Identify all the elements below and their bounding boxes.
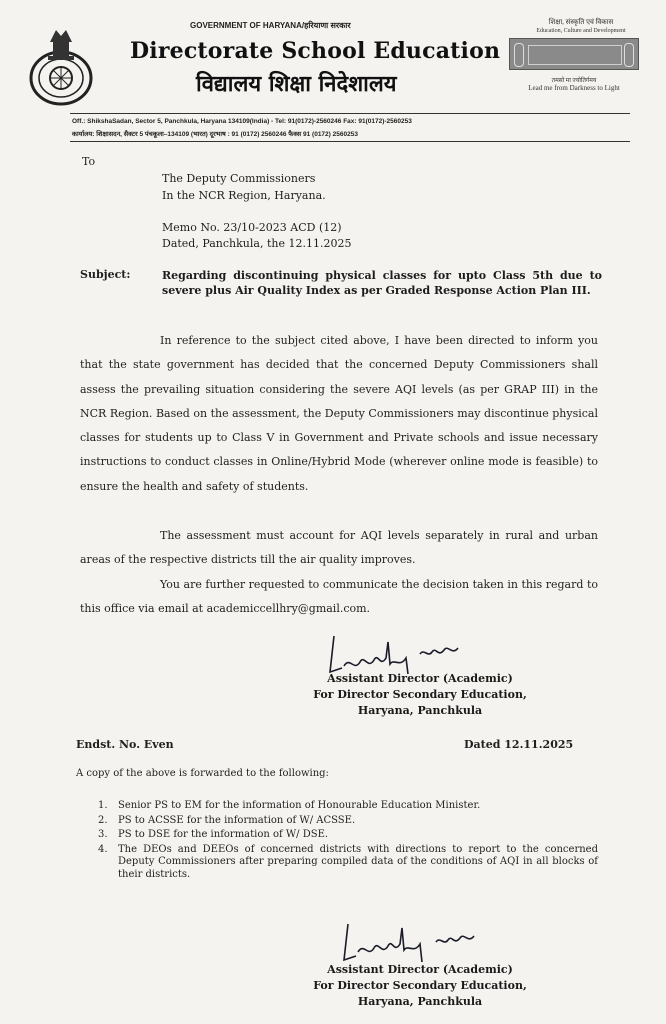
subject-label: Subject:: [80, 268, 131, 281]
list-item-text: The DEOs and DEEOs of concerned districts with directions to report to the concerned Deputy Commissioners after preparing compiled data of the conditions of AQI in all blocks of their districts.: [118, 843, 598, 880]
list-item: [98, 815, 598, 828]
addressee-line-1: The Deputy Commissioners: [162, 172, 316, 185]
list-item-number: 2.: [98, 814, 108, 826]
recipient-list: [98, 800, 598, 883]
signatory-block-1: [280, 671, 560, 719]
motto-english: Lead me from Darkness to Light: [528, 84, 620, 92]
signatory-location: Haryana, Panchkula: [357, 704, 483, 717]
body-paragraph-1: In reference to the subject cited above, I have been directed to inform you that the state government has decided that the concerned Deputy Commissioners shall assess the prevailing situation considering the severe AQI levels (as per GRAP III) in the NCR Region. Based on the assessment, the Deputy Commissioners may discontinue physical classes for students up to Class V in Government and Private schools and issue necessary instructions to conduct classes in Online/Hybrid Mode (wherever online mode is feasible) to ensure the health and safety of students.: [80, 334, 598, 493]
department-logo: [504, 18, 644, 110]
signatory-designation: Assistant Director (Academic): [327, 963, 513, 976]
directorate-title: Directorate School Education: [130, 38, 501, 64]
directorate-title-hindi: विद्यालय शिक्षा निदेशालय: [196, 72, 397, 97]
header-divider-bottom: [70, 141, 630, 142]
forward-text: A copy of the above is forwarded to the following:: [76, 768, 329, 779]
logo-english-text: Education, Culture and Development: [536, 28, 626, 34]
office-address-english: Off.: ShikshaSadan, Sector 5, Panchkula, Haryana 134109(India) - Tel: 91(0172)-2560246 Fax: 91(0172)-2560253: [72, 118, 412, 125]
list-item-number: 3.: [98, 829, 108, 840]
signatory-office: For Director Secondary Education,: [313, 688, 527, 701]
list-item-text: Senior PS to EM for the information of Honourable Education Minister.: [118, 800, 481, 811]
list-item-number: 1.: [98, 800, 108, 811]
logo-banner-icon: [509, 38, 639, 70]
list-item-number: 4.: [98, 843, 108, 855]
endorsement-date: Dated 12.11.2025: [464, 738, 574, 751]
list-item-text: PS to ACSSE for the information of W/ ACSSE.: [118, 814, 356, 826]
addressee-line-2: In the NCR Region, Haryana.: [162, 189, 326, 202]
office-address-hindi: कार्यालय: शिक्षासदन, सैक्टर 5 पंचकूला–134109 (भारत) दूरभाष : 91 (0172) 2560246 फैक्स 91 (0172) 2560253: [72, 131, 358, 138]
government-line: GOVERNMENT OF HARYANA/हरियाणा सरकार: [190, 21, 351, 30]
body-paragraph-3: You are further requested to communicate the decision taken in this regard to this office via email at academiccellhry@gmail.com.: [80, 578, 598, 616]
list-item-text: PS to DSE for the information of W/ DSE.: [118, 829, 329, 840]
signatory-office: For Director Secondary Education,: [313, 979, 527, 992]
endorsement-number: Endst. No. Even: [76, 738, 174, 751]
haryana-emblem-icon: [28, 22, 94, 108]
signatory-designation: Assistant Director (Academic): [327, 672, 513, 685]
list-item: [98, 829, 598, 842]
list-item: [98, 844, 598, 882]
header-divider-top: [70, 113, 630, 114]
list-item: [98, 800, 598, 813]
memo-date: Dated, Panchkula, the 12.11.2025: [162, 237, 352, 250]
body-paragraph-2: The assessment must account for AQI levels separately in rural and urban areas of the respective districts till the air quality improves.: [80, 529, 598, 567]
subject-text: Regarding discontinuing physical classes for upto Class 5th due to severe plus Air Quality Index as per Graded Response Action Plan III.: [162, 269, 602, 297]
signature-2: [338, 918, 498, 968]
to-label: To: [82, 155, 96, 168]
signatory-location: Haryana, Panchkula: [357, 995, 483, 1008]
logo-hindi-text: शिक्षा, संस्कृति एवं विकास: [548, 18, 614, 26]
signatory-block-2: [280, 962, 560, 1010]
memo-number: Memo No. 23/10-2023 ACD (12): [162, 221, 342, 234]
motto-hindi: तमसो मा ज्योतिर्गमय: [551, 78, 597, 84]
